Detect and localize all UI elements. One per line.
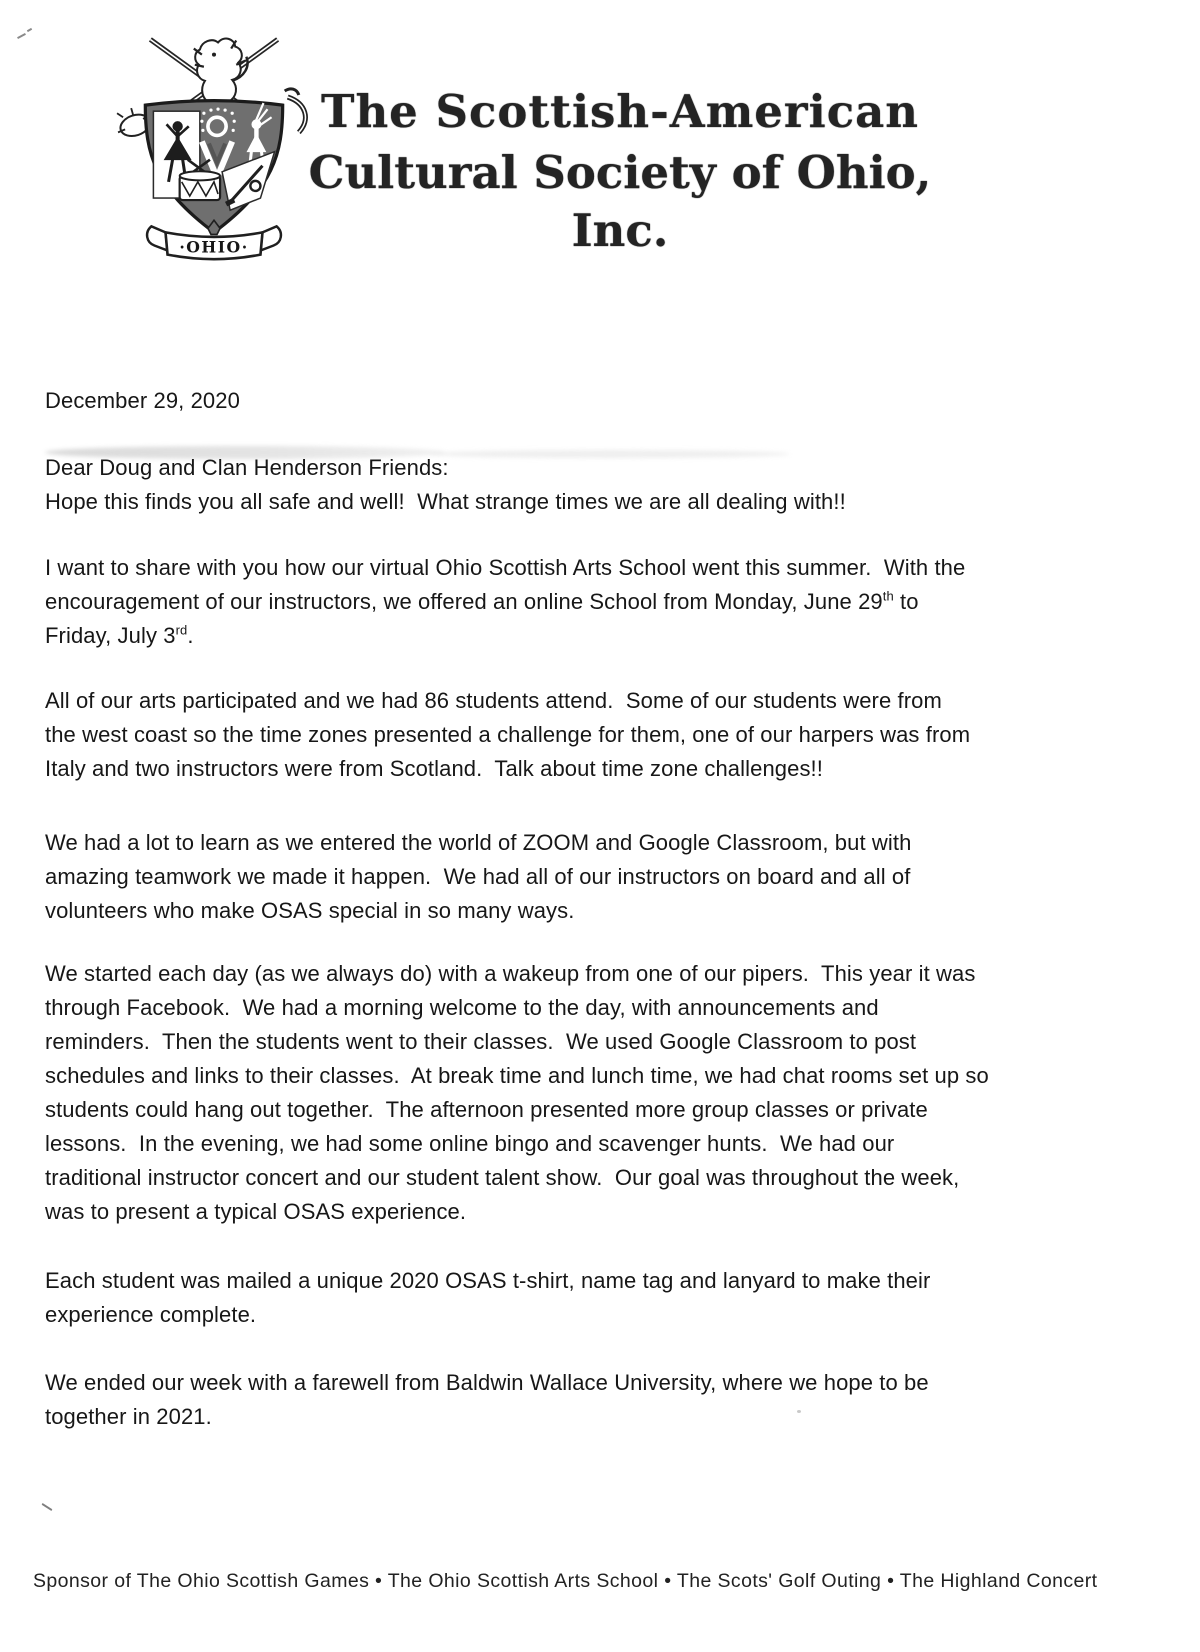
- letter-line: the west coast so the time zones presented a challenge for them, one of our harpers was from: [45, 722, 971, 747]
- letter-line: We had a lot to learn as we entered the world of ZOOM and Google Classroom, but with: [45, 830, 912, 855]
- letter-text: .: [187, 623, 194, 648]
- letter-line: volunteers who make OSAS special in so many ways.: [45, 898, 575, 923]
- lion-rampant-icon: [194, 39, 248, 105]
- pen-mark-artifact: [17, 28, 33, 40]
- letter-line: All of our arts participated and we had 86 students attend. Some of our students were from: [45, 688, 942, 713]
- letter-text: encouragement of our instructors, we offered an online School from Monday, June 29: [45, 589, 883, 614]
- letter-line: was to present a typical OSAS experience.: [45, 1199, 467, 1224]
- letter-line: We started each day (as we always do) with a wakeup from one of our pipers. This year it was: [45, 961, 976, 986]
- letter-date: [45, 384, 240, 418]
- saber-ornament-icon: [285, 89, 306, 133]
- letter-line: We ended our week with a farewell from Baldwin Wallace University, where we hope to be: [45, 1370, 929, 1395]
- society-crest: [113, 24, 315, 262]
- paragraph-farewell: [45, 1366, 929, 1434]
- salutation-line: Dear Doug and Clan Henderson Friends:: [45, 455, 449, 480]
- ordinal-superscript: rd: [175, 622, 188, 638]
- footer-sponsor-line: Sponsor of The Ohio Scottish Games • The Ohio Scottish Arts School • The Scots' Golf Outing • The Highland Concert: [33, 1570, 1098, 1592]
- paragraph-tshirt: [45, 1264, 930, 1332]
- letter-text: Friday, July 3: [45, 623, 176, 648]
- letter-line: amazing teamwork we made it happen. We had all of our instructors on board and all of: [45, 864, 911, 889]
- letter-line: Each student was mailed a unique 2020 OSAS t-shirt, name tag and lanyard to make their: [45, 1268, 931, 1293]
- salutation-block: [45, 451, 846, 519]
- letter-line: traditional instructor concert and our student talent show. Our goal was throughout the week,: [45, 1165, 960, 1190]
- letter-line: lessons. In the evening, we had some online bingo and scavenger hunts. We had our: [45, 1131, 895, 1156]
- ohio-banner-text: ·OHIO·: [179, 237, 249, 257]
- letter-text: to: [893, 589, 919, 614]
- org-name-line2: Cultural Society of Ohio, Inc.: [308, 146, 932, 257]
- letter-line: schedules and links to their classes. At break time and lunch time, we had chat rooms set up so: [45, 1063, 989, 1088]
- letter-line: [45, 585, 965, 619]
- pen-mark-artifact: [41, 1503, 52, 1511]
- paragraph-learning: [45, 826, 911, 928]
- letter-line: [45, 619, 965, 653]
- letter-line: reminders. Then the students went to their classes. We used Google Classroom to post: [45, 1029, 917, 1054]
- date-text: December 29, 2020: [45, 388, 240, 413]
- letter-line: together in 2021.: [45, 1404, 212, 1429]
- letter-line: I want to share with you how our virtual Ohio Scottish Arts School went this summer. With the: [45, 555, 966, 580]
- society-crest-graphic: [113, 24, 315, 262]
- opening-line: Hope this finds you all safe and well! What strange times we are all dealing with!!: [45, 489, 846, 514]
- paragraph-daily-schedule: [45, 957, 989, 1229]
- letter-line: Italy and two instructors were from Scotland. Talk about time zone challenges!!: [45, 756, 823, 781]
- letter-line: through Facebook. We had a morning welcome to the day, with announcements and: [45, 995, 879, 1020]
- org-name-block: [305, 80, 935, 260]
- letter-line: students could hang out together. The afternoon presented more group classes or private: [45, 1097, 928, 1122]
- paragraph-students: [45, 684, 970, 786]
- letter-line: experience complete.: [45, 1302, 257, 1327]
- org-name-line1: The Scottish-American: [320, 85, 920, 138]
- paragraph-school: [45, 551, 965, 653]
- ordinal-superscript: th: [882, 588, 894, 604]
